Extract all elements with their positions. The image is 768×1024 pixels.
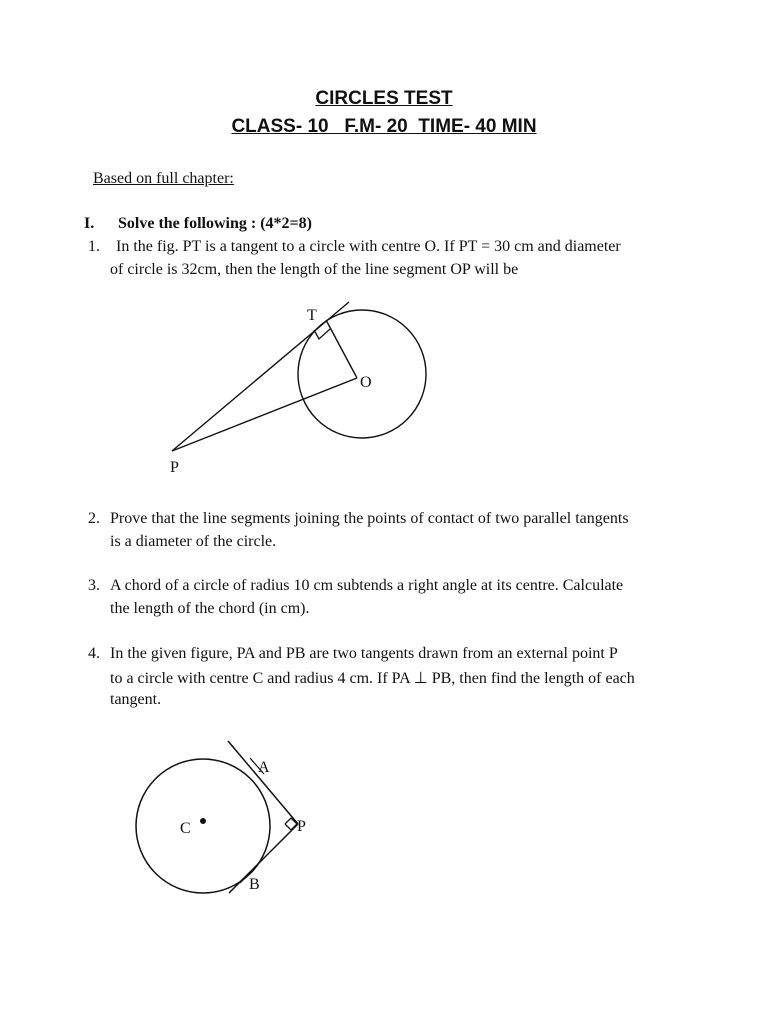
question-3-line-1: A chord of a circle of radius 10 cm subtends a right angle at its centre. Calculate	[110, 577, 624, 594]
question-2-number: 2.	[88, 510, 100, 527]
figure-1-label-o: O	[360, 374, 372, 391]
section-title: Solve the following : (4*2=8)	[118, 215, 312, 232]
intro-text: Based on full chapter:	[93, 170, 234, 187]
page-subtitle: CLASS- 10 F.M- 20 TIME- 40 MIN	[231, 116, 537, 137]
figure-2-tangent-pa	[228, 741, 298, 824]
question-2-line-1: Prove that the line segments joining the points of contact of two parallel tangents	[110, 510, 629, 527]
figure-2-label-p: P	[297, 818, 306, 835]
page-title: CIRCLES TEST	[315, 88, 453, 109]
section-number: I.	[84, 215, 95, 232]
question-2-line-2: is a diameter of the circle.	[110, 533, 277, 550]
figure-1-label-t: T	[307, 307, 317, 324]
question-4-line-1: In the given figure, PA and PB are two tangents drawn from an external point P	[110, 645, 618, 662]
question-4-line-2: to a circle with centre C and radius 4 cm. If PA ⊥ PB, then find the length of each	[110, 670, 635, 687]
question-3-line-2: the length of the chord (in cm).	[110, 600, 310, 617]
figure-1-label-p: P	[170, 459, 179, 476]
question-1-line-2: of circle is 32cm, then the length of the line segment OP will be	[110, 261, 519, 278]
question-4-number: 4.	[88, 645, 100, 662]
figure-2-label-a: A	[258, 759, 270, 776]
figure-2-label-b: B	[249, 876, 260, 893]
question-3-number: 3.	[88, 577, 100, 594]
question-1-number: 1.	[88, 238, 100, 255]
question-4-line-3: tangent.	[110, 691, 162, 708]
figure-2-label-c: C	[180, 820, 191, 837]
figure-2-center-dot	[200, 818, 206, 824]
question-1-line-1: In the fig. PT is a tangent to a circle with centre O. If PT = 30 cm and diameter	[116, 238, 621, 255]
figure-2-tangent-pb	[229, 824, 298, 893]
